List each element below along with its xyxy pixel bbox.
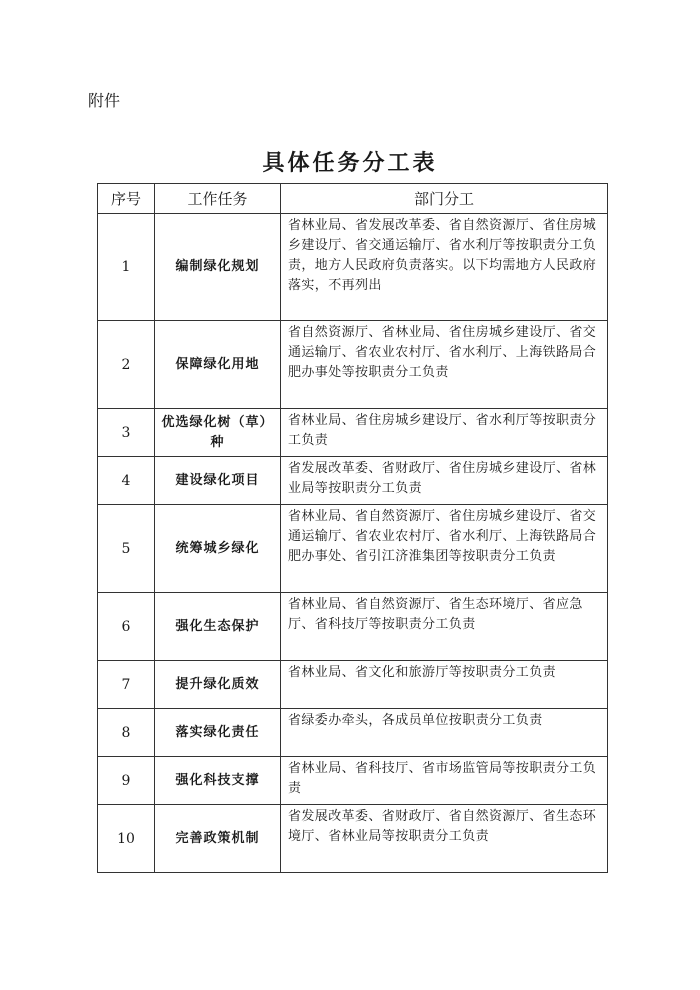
row-number: 2 [98, 321, 155, 409]
row-task: 建设绿化项目 [155, 457, 281, 505]
table-row [98, 409, 608, 457]
table-row [98, 457, 608, 505]
table-row [98, 593, 608, 661]
row-department: 省林业局、省自然资源厅、省住房城乡建设厅、省交通运输厅、省农业农村厅、省水利厅、上海铁路局合肥办事处、省引江济淮集团等按职责分工负责 [281, 505, 608, 593]
table-row [98, 709, 608, 757]
row-number: 7 [98, 661, 155, 709]
row-department: 省发展改革委、省财政厅、省住房城乡建设厅、省林业局等按职责分工负责 [281, 457, 608, 505]
row-number: 8 [98, 709, 155, 757]
column-header-number: 序号 [98, 184, 155, 214]
row-task: 保障绿化用地 [155, 321, 281, 409]
row-task: 统筹城乡绿化 [155, 505, 281, 593]
attachment-label: 附件 [88, 91, 121, 110]
table-row [98, 505, 608, 593]
row-number: 3 [98, 409, 155, 457]
row-task: 提升绿化质效 [155, 661, 281, 709]
table-row [98, 661, 608, 709]
task-division-table [97, 183, 608, 873]
row-task: 强化生态保护 [155, 593, 281, 661]
row-number: 6 [98, 593, 155, 661]
row-department: 省林业局、省住房城乡建设厅、省水利厅等按职责分工负责 [281, 409, 608, 457]
column-header-task: 工作任务 [155, 184, 281, 214]
row-department: 省绿委办牵头，各成员单位按职责分工负责 [281, 709, 608, 757]
row-department: 省林业局、省自然资源厅、省生态环境厅、省应急厅、省科技厅等按职责分工负责 [281, 593, 608, 661]
row-number: 9 [98, 757, 155, 805]
page-title: 具体任务分工表 [262, 150, 438, 176]
row-task: 编制绿化规划 [155, 214, 281, 321]
row-task: 落实绿化责任 [155, 709, 281, 757]
row-number: 1 [98, 214, 155, 321]
row-department: 省林业局、省发展改革委、省自然资源厅、省住房城乡建设厅、省交通运输厅、省水利厅等按职责分工负责，地方人民政府负责落实。以下均需地方人民政府落实，不再列出 [281, 214, 608, 321]
column-header-department: 部门分工 [281, 184, 608, 214]
table-row [98, 805, 608, 873]
row-task: 优选绿化树（草）种 [155, 409, 281, 457]
row-number: 5 [98, 505, 155, 593]
row-department: 省发展改革委、省财政厅、省自然资源厅、省生态环境厅、省林业局等按职责分工负责 [281, 805, 608, 873]
table-row [98, 321, 608, 409]
table-row [98, 757, 608, 805]
row-department: 省林业局、省科技厅、省市场监管局等按职责分工负责 [281, 757, 608, 805]
row-department: 省林业局、省文化和旅游厅等按职责分工负责 [281, 661, 608, 709]
table-header-row [98, 184, 608, 214]
row-task: 完善政策机制 [155, 805, 281, 873]
row-task: 强化科技支撑 [155, 757, 281, 805]
row-number: 4 [98, 457, 155, 505]
row-department: 省自然资源厅、省林业局、省住房城乡建设厅、省交通运输厅、省农业农村厅、省水利厅、上海铁路局合肥办事处等按职责分工负责 [281, 321, 608, 409]
row-number: 10 [98, 805, 155, 873]
table-row [98, 214, 608, 321]
